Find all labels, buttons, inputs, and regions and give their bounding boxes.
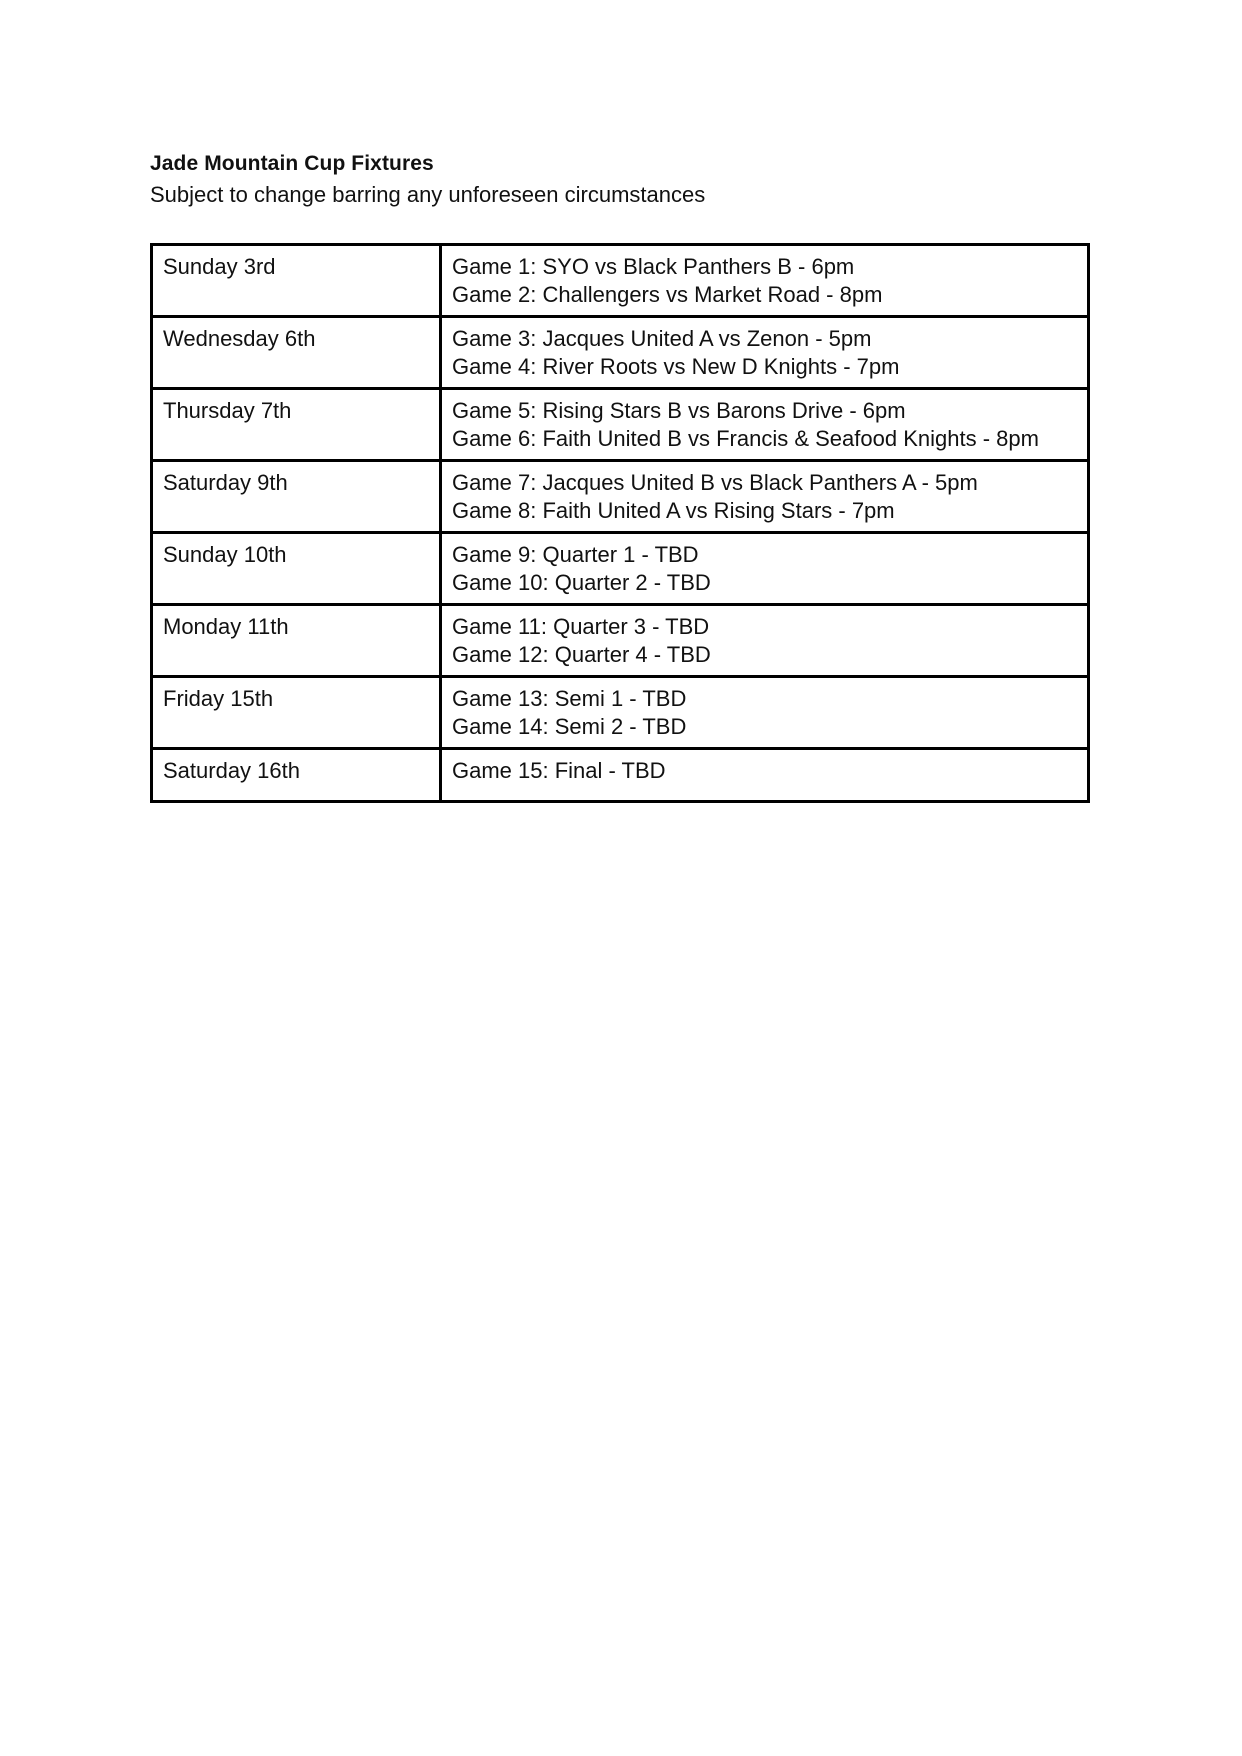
fixture-game: Game 10: Quarter 2 - TBD (452, 570, 711, 595)
document-subtitle: Subject to change barring any unforeseen circumstances (150, 182, 706, 207)
fixture-day: Wednesday 6th (152, 317, 441, 389)
fixture-games (441, 677, 1089, 749)
fixture-game: Game 5: Rising Stars B vs Barons Drive - 6pm (452, 398, 906, 423)
fixture-games (441, 533, 1089, 605)
fixture-game: Game 9: Quarter 1 - TBD (452, 542, 699, 567)
fixture-game: Game 6: Faith United B vs Francis & Seafood Knights - 8pm (452, 426, 1039, 451)
fixture-row (152, 749, 1089, 802)
fixture-row (152, 389, 1089, 461)
fixture-day: Monday 11th (152, 605, 441, 677)
fixture-game: Game 11: Quarter 3 - TBD (452, 614, 710, 639)
fixture-day: Saturday 9th (152, 461, 441, 533)
fixture-day: Thursday 7th (152, 389, 441, 461)
fixture-games (441, 749, 1089, 802)
fixture-day: Sunday 3rd (152, 245, 441, 317)
fixture-row (152, 533, 1089, 605)
fixture-games (441, 461, 1089, 533)
fixture-game: Game 13: Semi 1 - TBD (452, 686, 687, 711)
fixture-row (152, 677, 1089, 749)
fixture-day: Sunday 10th (152, 533, 441, 605)
fixture-games (441, 245, 1089, 317)
fixture-game: Game 12: Quarter 4 - TBD (452, 642, 711, 667)
fixture-game: Game 4: River Roots vs New D Knights - 7pm (452, 354, 900, 379)
fixture-game: Game 8: Faith United A vs Rising Stars - 7pm (452, 498, 895, 523)
fixture-row (152, 245, 1089, 317)
fixture-games (441, 389, 1089, 461)
fixture-day: Saturday 16th (152, 749, 441, 802)
fixture-game: Game 15: Final - TBD (452, 758, 666, 783)
fixture-game: Game 1: SYO vs Black Panthers B - 6pm (452, 254, 855, 279)
fixture-game: Game 14: Semi 2 - TBD (452, 714, 687, 739)
fixture-row (152, 605, 1089, 677)
fixture-game: Game 7: Jacques United B vs Black Panthers A - 5pm (452, 470, 978, 495)
fixture-game: Game 2: Challengers vs Market Road - 8pm (452, 282, 883, 307)
fixtures-table (150, 243, 1090, 803)
fixture-day: Friday 15th (152, 677, 441, 749)
document-title: Jade Mountain Cup Fixtures (150, 152, 434, 175)
fixture-game: Game 3: Jacques United A vs Zenon - 5pm (452, 326, 872, 351)
fixture-games (441, 605, 1089, 677)
fixture-row (152, 317, 1089, 389)
fixture-row (152, 461, 1089, 533)
fixture-games (441, 317, 1089, 389)
